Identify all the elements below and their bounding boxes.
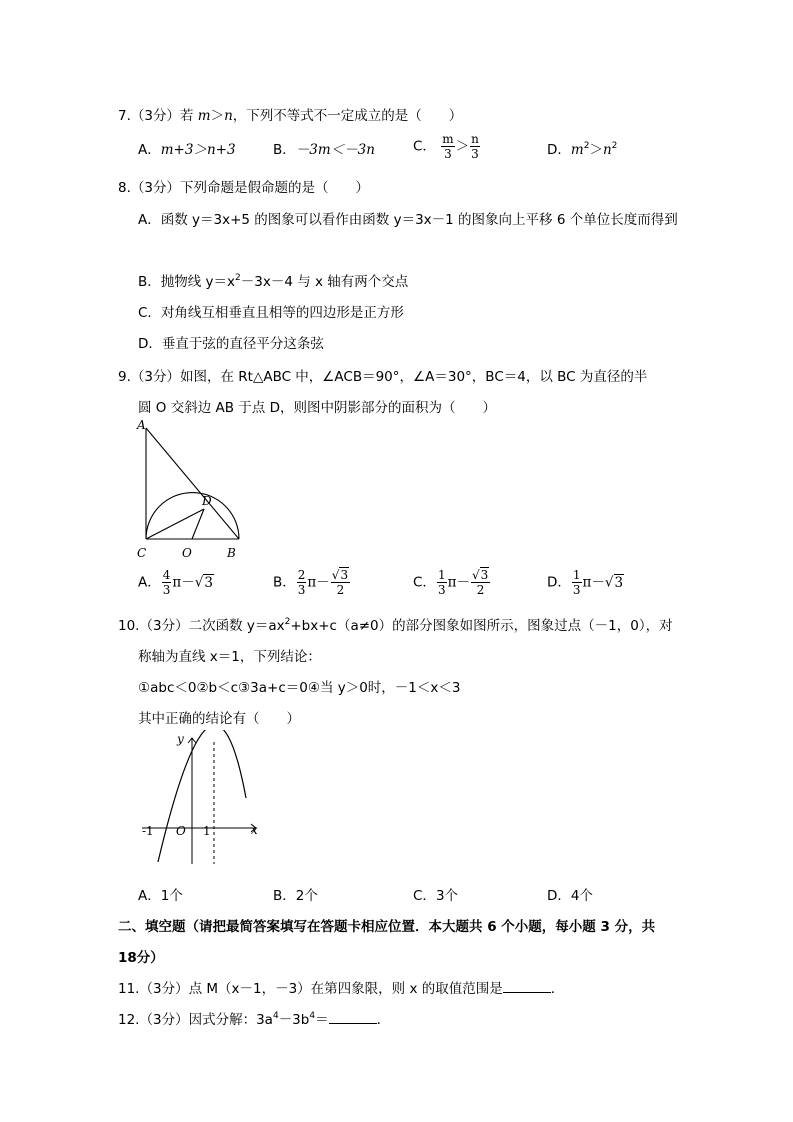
q9-triangle-figure	[130, 418, 245, 563]
label-y: y	[177, 732, 184, 746]
q10-option-a[interactable]: A．1个	[138, 888, 183, 904]
q11-answer-blank[interactable]	[503, 980, 551, 993]
q10-ask: 其中正确的结论有（ ）	[138, 711, 300, 727]
q10-option-b[interactable]: B．2个	[273, 888, 318, 904]
q10-stem-line2: 称轴为直线 x＝1，下列结论：	[138, 649, 321, 665]
q11-stem: 11.（3分）点 M（x－1，－3）在第四象限，则 x 的取值范围是 ．	[118, 981, 565, 997]
q8-option-d[interactable]: D．垂直于弦的直径平分这条弦	[138, 336, 324, 352]
q7-option-d[interactable]: D．$m^2>n^2$	[547, 141, 618, 158]
q10-conclusions: ①abc＜0②b＜c③3a+c＝0④当 y＞0时，－1＜x＜3	[138, 680, 461, 696]
label-c: C	[137, 546, 147, 560]
parabola-curve	[158, 730, 246, 862]
label-origin: O	[176, 824, 186, 838]
label-one: 1	[203, 824, 211, 838]
q9-stem-line2: 圆 O 交斜边 AB 于点 D，则图中阴影部分的面积为（ ）	[138, 400, 496, 416]
label-d: D	[202, 494, 212, 508]
label-x: x	[251, 823, 258, 837]
q10-option-c[interactable]: C．3个	[413, 888, 459, 904]
q7-option-b[interactable]: B．－3m＜－3n	[273, 142, 375, 158]
q9-option-b[interactable]: B． $\frac{2}{3}$ π－ $\frac{√3}{2}$	[273, 568, 349, 597]
q8-stem: 8.（3分）下列命题是假命题的是（ ）	[118, 180, 369, 196]
q9-option-d[interactable]: D． $\frac{1}{3}$ π－√3	[547, 568, 624, 597]
q7-stem: 7.（3分）若 m＞n，下列不等式不一定成立的是（ ）	[118, 108, 463, 124]
section2-heading-line1: 二、填空题（请把最简答案填写在答题卡相应位置．本大题共 6 个小题，每小题 3 分，共	[118, 919, 656, 935]
label-a: A	[137, 418, 146, 432]
label-o: O	[182, 546, 192, 560]
q9-stem-line1: 9.（3分）如图，在 Rt△ABC 中，∠ACB＝90°，∠A＝30°，BC＝4，以 BC 为直径的半	[118, 369, 648, 385]
q10-stem-line1: 10.（3分）二次函数 $y=ax^2+bx+c(a\ne 0)$的部分图象如图所示，图象过点（－1，0），对	[118, 617, 673, 634]
q9-option-c[interactable]: C． $\frac{1}{3}$ π－ $\frac{√3}{2}$	[413, 568, 489, 597]
q8-option-b[interactable]: B．抛物线 $y=x^2-3x-4$ 与 x 轴有两个交点	[138, 273, 409, 290]
q9-option-a[interactable]: A． $\frac{4}{3}$ π－√3	[138, 568, 213, 597]
q8-option-a[interactable]: A．函数 y＝3x+5 的图象可以看作由函数 y＝3x－1 的图象向上平移 6 个单位长度而得到	[138, 212, 678, 228]
q7-option-c[interactable]: C． $\frac{m}{3}$ ＞ $\frac{n}{3}$	[413, 132, 479, 161]
q10-option-d[interactable]: D．4个	[547, 888, 593, 904]
q12-answer-blank[interactable]	[329, 1011, 377, 1024]
q10-parabola-figure	[132, 730, 267, 870]
q8-option-c[interactable]: C．对角线互相垂直且相等的四边形是正方形	[138, 305, 404, 321]
label-neg1: -1	[142, 824, 154, 838]
label-b: B	[227, 546, 236, 560]
section2-heading-line2: 18分）	[118, 950, 164, 966]
q7-option-a[interactable]: A．m+3＞n+3	[138, 142, 236, 158]
q12-stem: 12.（3分）因式分解：$3a^4-3b^4=$ ．	[118, 1011, 391, 1028]
